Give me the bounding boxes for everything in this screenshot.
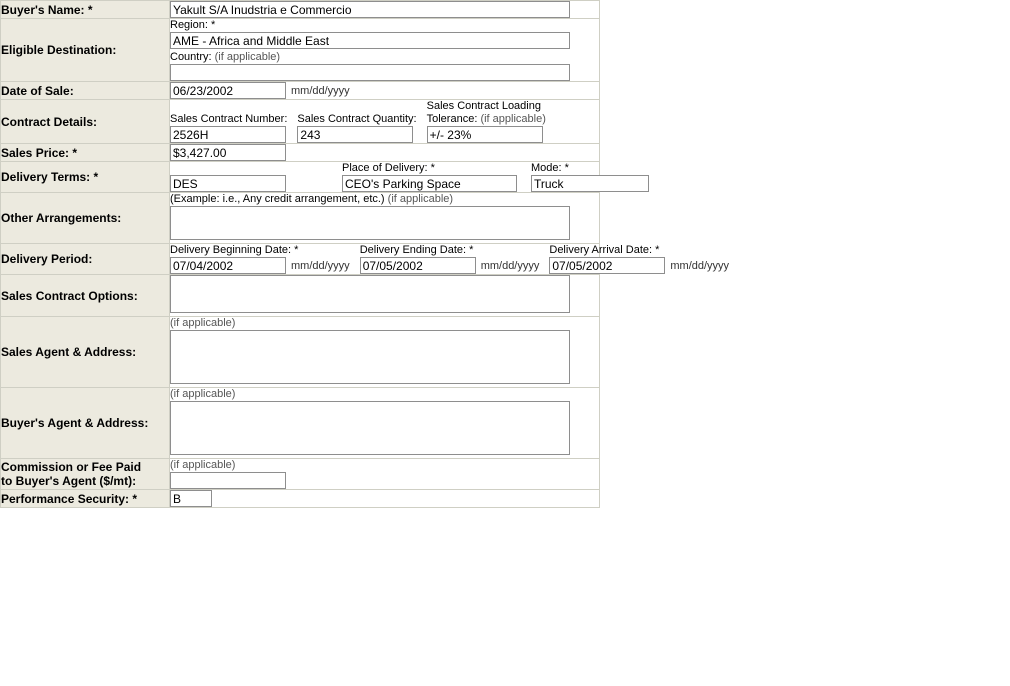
row-commission <box>1 459 600 490</box>
contract-quantity-label: Sales Contract Quantity: <box>297 113 417 125</box>
sales-price-label-text: Sales Price: * <box>1 145 78 160</box>
mode-input[interactable] <box>531 175 649 192</box>
contract-number-label: Sales Contract Number: <box>170 113 288 125</box>
sales-price-field-cell <box>170 144 600 162</box>
sales-price-input[interactable] <box>170 144 286 161</box>
country-input[interactable] <box>170 64 570 81</box>
buyer-name-label-text: Buyer's Name: * <box>1 2 93 17</box>
row-buyers-agent <box>1 388 600 459</box>
other-arrangements-example <box>170 193 599 205</box>
sales-contract-options-label-text: Sales Contract Options: <box>1 288 138 303</box>
buyers-agent-hint: (if applicable) <box>170 388 236 400</box>
contract-tolerance-hint: (if applicable) <box>480 113 546 125</box>
delivery-terms-field-cell <box>170 162 600 193</box>
delivery-period-label-text: Delivery Period: <box>1 252 93 266</box>
row-other-arrangements <box>1 193 600 244</box>
delivery-arrival-row <box>549 257 729 274</box>
row-contract-details <box>1 100 600 144</box>
other-arrangements-example-text: (Example: i.e., Any credit arrangement, etc.) <box>170 193 385 205</box>
eligible-destination-field-cell <box>170 19 600 82</box>
delivery-begin-format-hint: mm/dd/yyyy <box>291 260 350 272</box>
delivery-terms-label-text: Delivery Terms: * <box>1 170 99 184</box>
buyers-agent-label-text: Buyer's Agent & Address: <box>1 416 149 430</box>
commission-field-cell <box>170 459 600 490</box>
delivery-end-row <box>360 257 540 274</box>
buyer-name-label <box>1 1 170 19</box>
delivery-period-label <box>1 244 170 275</box>
date-of-sale-input[interactable] <box>170 82 286 99</box>
buyers-agent-textarea[interactable] <box>170 401 570 455</box>
delivery-period-field-cell <box>170 244 730 275</box>
delivery-arrival-input[interactable] <box>549 257 665 274</box>
delivery-arrival-label: Delivery Arrival Date: * <box>549 244 660 256</box>
row-sales-agent <box>1 317 600 388</box>
contract-details-row <box>170 100 599 143</box>
contract-details-label <box>1 100 170 144</box>
contract-quantity-input[interactable] <box>297 126 413 143</box>
performance-security-label <box>1 490 170 508</box>
delivery-end-group <box>360 244 540 274</box>
country-label <box>170 51 599 63</box>
delivery-terms-label <box>1 162 170 193</box>
mode-label: Mode: * <box>531 162 569 174</box>
row-buyer-name <box>1 1 600 19</box>
sales-agent-textarea[interactable] <box>170 330 570 384</box>
place-of-delivery-group <box>342 162 517 192</box>
delivery-begin-input[interactable] <box>170 257 286 274</box>
commission-label <box>1 459 170 490</box>
other-arrangements-field-cell <box>170 193 600 244</box>
commission-hint: (if applicable) <box>170 459 236 471</box>
commission-input[interactable] <box>170 472 286 489</box>
performance-security-input[interactable] <box>170 490 212 507</box>
date-of-sale-label-text: Date of Sale: <box>1 83 74 98</box>
delivery-end-format-hint: mm/dd/yyyy <box>480 260 540 272</box>
delivery-period-row <box>170 244 730 274</box>
contract-number-group <box>170 113 287 143</box>
other-arrangements-label-text: Other Arrangements: <box>1 211 122 225</box>
row-date-of-sale <box>1 82 600 100</box>
sales-contract-options-label <box>1 275 170 317</box>
other-arrangements-textarea[interactable] <box>170 206 570 240</box>
performance-security-field-cell <box>170 490 600 508</box>
sales-contract-options-field-cell <box>170 275 600 317</box>
delivery-end-input[interactable] <box>360 257 476 274</box>
row-delivery-period <box>1 244 600 275</box>
region-label: Region: * <box>170 19 216 31</box>
contract-details-field-cell <box>170 100 600 144</box>
contract-details-label-text: Contract Details: <box>1 114 98 129</box>
sales-price-label <box>1 144 170 162</box>
buyer-name-input[interactable] <box>170 1 570 18</box>
region-input[interactable] <box>170 32 570 49</box>
delivery-terms-row <box>170 162 599 192</box>
eligible-destination-label <box>1 19 170 82</box>
contract-tolerance-group <box>427 100 546 143</box>
contract-tolerance-label-text: Tolerance: <box>426 113 478 125</box>
performance-security-label-text: Performance Security: * <box>1 491 138 506</box>
contract-quantity-group <box>297 113 416 143</box>
other-arrangements-label <box>1 193 170 244</box>
eligible-destination-label-text: Eligible Destination: <box>1 43 117 57</box>
sales-agent-label-text: Sales Agent & Address: <box>1 345 137 359</box>
sales-agent-label <box>1 317 170 388</box>
row-delivery-terms <box>1 162 600 193</box>
country-label-text: Country: <box>170 51 212 63</box>
contract-tolerance-label-line1: Sales Contract Loading <box>426 100 541 112</box>
buyers-agent-field-cell <box>170 388 600 459</box>
date-of-sale-field-cell <box>170 82 600 100</box>
delivery-end-label: Delivery Ending Date: * <box>359 244 474 256</box>
row-sales-contract-options <box>1 275 600 317</box>
mode-group <box>531 162 649 192</box>
buyer-name-field-cell <box>170 1 600 19</box>
sales-contract-options-textarea[interactable] <box>170 275 570 313</box>
place-of-delivery-input[interactable] <box>342 175 517 192</box>
commission-label-line1: Commission or Fee Paid <box>1 460 142 474</box>
other-arrangements-hint: (if applicable) <box>387 193 454 205</box>
row-sales-price <box>1 144 600 162</box>
delivery-begin-group <box>170 244 350 274</box>
date-of-sale-label <box>1 82 170 100</box>
sales-agent-hint: (if applicable) <box>170 317 236 329</box>
commission-label-line2: to Buyer's Agent ($/mt): <box>1 474 137 488</box>
date-of-sale-row <box>170 82 599 99</box>
date-of-sale-format-hint: mm/dd/yyyy <box>291 85 350 97</box>
country-hint: (if applicable) <box>214 51 281 63</box>
contract-tolerance-input[interactable] <box>427 126 543 143</box>
row-performance-security <box>1 490 600 508</box>
delivery-arrival-format-hint: mm/dd/yyyy <box>670 260 730 272</box>
place-of-delivery-label: Place of Delivery: * <box>342 162 435 174</box>
buyers-agent-label <box>1 388 170 459</box>
delivery-begin-row <box>170 257 350 274</box>
sales-agent-field-cell <box>170 317 600 388</box>
contract-number-input[interactable] <box>170 126 286 143</box>
delivery-begin-label: Delivery Beginning Date: * <box>170 244 299 256</box>
delivery-arrival-group <box>549 244 729 274</box>
row-eligible-destination <box>1 19 600 82</box>
contract-tolerance-label-line2 <box>427 113 546 125</box>
delivery-terms-input[interactable] <box>170 175 286 192</box>
delivery-terms-group <box>170 175 286 192</box>
